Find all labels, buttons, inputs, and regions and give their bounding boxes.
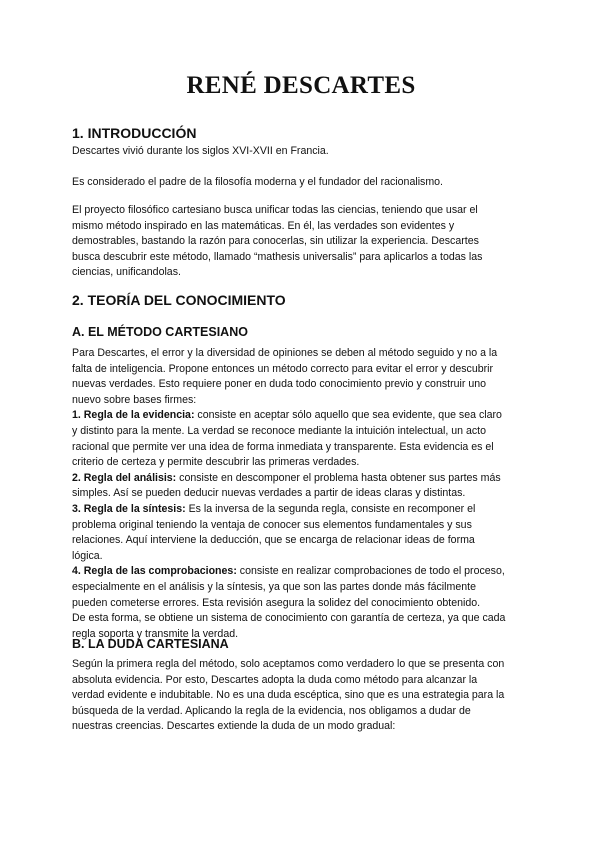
text-line: mismo método inspirado en las matemáticas. En él, las verdades son evidentes y [72,219,455,232]
text-line: relaciones. Aquí interviene la deducción, que se encarga de relacionar ideas de forma [72,534,475,547]
text-line: simples. Así se pueden deducir nuevas verdades a partir de ideas claras y distintas. [72,487,466,500]
text-line: especialmente en el análisis y la síntesis, ya que son las partes donde más fácilmente [72,580,476,593]
text-line: demostrables, bastando la razón para conocerlas, sin utilizar la experiencia. Descartes [72,235,479,248]
intro-paragraph-3 [72,203,530,281]
text-line: nuestras creencias. Descartes extiende la duda de un modo gradual: [72,720,396,733]
text-line: verdad evidente e indubitable. No es una duda escéptica, sino que es una estrategia para la [72,689,505,702]
text-line: falta de inteligencia. Propone entonces un método correcto para evitar el error y descubrir [72,362,494,375]
rule-3-text: Es la inversa de la segunda regla, consiste en recomponer el [185,502,476,515]
text-line: pueden cometerse errores. Esta revisión asegura la solidez del conocimiento obtenido. [72,596,481,609]
intro-paragraph-2 [72,175,530,191]
section-heading-introduccion: 1. INTRODUCCIÓN [72,125,197,141]
text-line: nuevas verdades. Esto requiere poner en duda todo conocimiento previo y construir uno [72,378,486,391]
text-line: Descartes vivió durante los siglos XVI-XVII en Francia. [72,145,329,157]
rule-4-line [72,564,530,580]
section-heading-teoria: 2. TEORÍA DEL CONOCIMIENTO [72,292,286,308]
text-line: nuevo sobre bases firmes: [72,393,197,406]
subsection-heading-duda: B. LA DUDA CARTESIANA [72,637,229,651]
text-line: absoluta evidencia. Por esto, Descartes adopta la duda como método para alcanzar la [72,673,478,686]
rule-4-label: 4. Regla de las comprobaciones: [72,565,237,578]
rule-1-label: 1. Regla de la evidencia: [72,409,195,422]
text-line: ciencias, unificandolas. [72,266,181,279]
rule-4-text: consiste en realizar comprobaciones de todo el proceso, [236,565,505,578]
text-line: problema original teniendo la ventaja de conocer sus elementos fundamentales y sus [72,518,472,531]
text-line: busca descubrir este método, llamado “mathesis universalis” para aplicarlos a todas las [72,250,483,263]
rule-2-line [72,471,530,487]
text-line: Es considerado el padre de la filosofía moderna y el fundador del racionalismo. [72,176,443,188]
rule-1-text: consiste en aceptar sólo aquello que sea evidente, que sea claro [194,409,502,422]
intro-paragraph-1 [72,144,530,160]
text-line: El proyecto filosófico cartesiano busca unificar todas las ciencias, teniendo que usar el [72,204,478,216]
text-line: y distinto para la mente. La verdad se reconoce mediante la intuición intelectual, un acto [72,424,486,437]
text-line: Según la primera regla del método, solo aceptamos como verdadero lo que se presenta con [72,658,505,670]
rule-3-line [72,502,530,518]
text-line: Para Descartes, el error y la diversidad de opiniones se deben al método seguido y no a la [72,347,498,359]
text-line: regla soporta y transmite la verdad. [72,627,239,640]
text-line: lógica. [72,549,103,562]
rule-1-line [72,408,530,424]
text-line: criterio de certeza y permite descubrir las primeras verdades. [72,456,360,469]
text-line: búsqueda de la verdad. Aplicando la regla de la evidencia, nos obligamos a dudar de [72,704,471,717]
text-line: De esta forma, se obtiene un sistema de conocimiento con garantía de certeza, ya que cada [72,612,506,625]
rule-3-label: 3. Regla de la síntesis: [72,502,186,515]
document-title: RENÉ DESCARTES [186,72,416,99]
subsection-heading-metodo: A. EL MÉTODO CARTESIANO [72,325,248,339]
rule-2-label: 2. Regla del análisis: [72,471,177,484]
duda-paragraph [72,657,530,735]
metodo-paragraph [72,346,530,642]
text-line: racional que permite ver una idea de forma inmediata y transparente. Esta evidencia es el [72,440,494,453]
rule-2-text: consiste en descomponer el problema hasta obtener sus partes más [176,471,501,484]
